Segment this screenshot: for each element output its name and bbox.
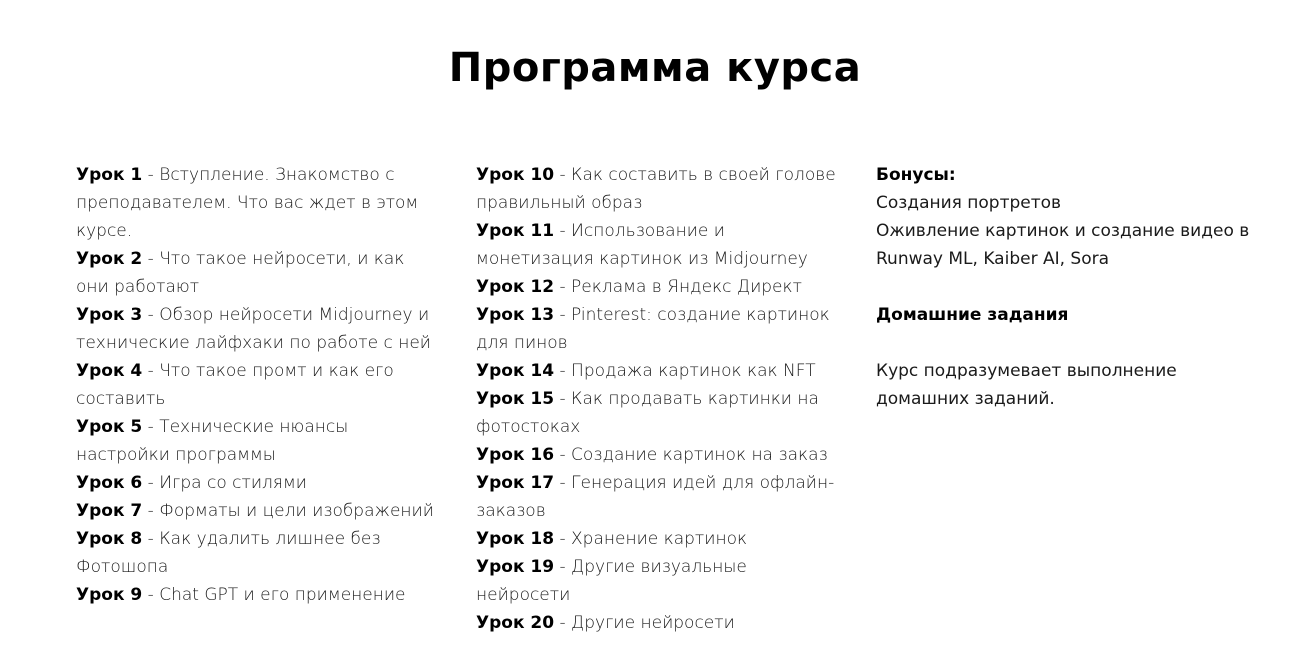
lesson-text: Создание картинок на заказ bbox=[571, 445, 828, 465]
lesson-separator: - bbox=[147, 585, 154, 605]
lesson-item bbox=[476, 273, 846, 301]
lesson-separator: - bbox=[559, 361, 566, 381]
lesson-number: Урок 14 bbox=[476, 361, 555, 381]
lesson-separator: - bbox=[147, 165, 154, 185]
lesson-text: Обзор нейросети Midjourney и технические лайфхаки по работе с ней bbox=[76, 305, 431, 353]
spacer bbox=[876, 273, 1256, 301]
lesson-separator: - bbox=[559, 445, 566, 465]
lesson-item bbox=[76, 245, 436, 301]
lesson-text: Реклама в Яндекс Директ bbox=[571, 277, 802, 297]
bonus-item: Создания портретов bbox=[876, 193, 1062, 213]
bonus-item: Оживление картинок и создание видео в Runway ML, Kaiber AI, Sora bbox=[876, 221, 1250, 269]
lesson-separator: - bbox=[147, 361, 154, 381]
lesson-number: Урок 12 bbox=[476, 277, 555, 297]
lesson-item bbox=[476, 161, 846, 217]
lesson-text: Как продавать картинки на фотостоках bbox=[476, 389, 819, 437]
lesson-separator: - bbox=[147, 473, 154, 493]
lesson-text: Вступление. Знакомство с преподавателем. Что вас ждет в этом курсе. bbox=[76, 165, 419, 241]
lesson-separator: - bbox=[559, 557, 566, 577]
lesson-item bbox=[76, 161, 436, 245]
lesson-number: Урок 17 bbox=[476, 473, 555, 493]
lesson-number: Урок 1 bbox=[76, 165, 143, 185]
page-title: Программа курса bbox=[448, 45, 862, 91]
lesson-separator: - bbox=[559, 221, 566, 241]
lesson-text: Pinterest: создание картинок для пинов bbox=[476, 305, 830, 353]
lesson-text: Как удалить лишнее без Фотошопа bbox=[76, 529, 381, 577]
lesson-item bbox=[76, 581, 436, 609]
lesson-text: Использование и монетизация картинок из Midjourney bbox=[476, 221, 808, 269]
lesson-number: Урок 16 bbox=[476, 445, 555, 465]
lesson-item bbox=[476, 469, 846, 525]
lessons-column-left bbox=[76, 161, 436, 609]
lesson-number: Урок 3 bbox=[76, 305, 143, 325]
lesson-item bbox=[476, 217, 846, 273]
lesson-text: Хранение картинок bbox=[571, 529, 748, 549]
lesson-number: Урок 18 bbox=[476, 529, 555, 549]
lesson-item bbox=[76, 497, 436, 525]
lesson-item bbox=[476, 609, 846, 637]
lesson-text: Форматы и цели изображений bbox=[159, 501, 434, 521]
lesson-number: Урок 4 bbox=[76, 361, 143, 381]
lesson-item bbox=[476, 385, 846, 441]
lesson-number: Урок 7 bbox=[76, 501, 143, 521]
lesson-item bbox=[476, 301, 846, 357]
lesson-separator: - bbox=[559, 473, 566, 493]
lesson-separator: - bbox=[559, 277, 566, 297]
lesson-separator: - bbox=[147, 249, 154, 269]
lesson-separator: - bbox=[559, 529, 566, 549]
lesson-item bbox=[76, 413, 436, 469]
lesson-separator: - bbox=[147, 501, 154, 521]
lesson-text: Как составить в своей голове правильный образ bbox=[476, 165, 836, 213]
lesson-item bbox=[476, 525, 846, 553]
lesson-item bbox=[76, 469, 436, 497]
lesson-number: Урок 9 bbox=[76, 585, 143, 605]
homework-text: Курс подразумевает выполнение домашних заданий. bbox=[876, 361, 1177, 409]
lesson-separator: - bbox=[559, 613, 566, 633]
lesson-item bbox=[476, 441, 846, 469]
lesson-number: Урок 11 bbox=[476, 221, 555, 241]
lesson-text: Продажа картинок как NFT bbox=[571, 361, 816, 381]
lesson-number: Урок 6 bbox=[76, 473, 143, 493]
lesson-number: Урок 13 bbox=[476, 305, 555, 325]
lesson-item bbox=[76, 525, 436, 581]
lesson-separator: - bbox=[559, 389, 566, 409]
lesson-text: Генерация идей для офлайн-заказов bbox=[476, 473, 835, 521]
lesson-text: Другие нейросети bbox=[571, 613, 735, 633]
lesson-number: Урок 8 bbox=[76, 529, 143, 549]
lesson-separator: - bbox=[559, 305, 566, 325]
homework-title: Домашние задания bbox=[876, 305, 1069, 325]
lesson-text: Технические нюансы настройки программы bbox=[76, 417, 349, 465]
lesson-text: Игра со стилями bbox=[159, 473, 307, 493]
lesson-number: Урок 10 bbox=[476, 165, 555, 185]
lesson-separator: - bbox=[147, 529, 154, 549]
lesson-number: Урок 19 bbox=[476, 557, 555, 577]
lesson-text: Что такое промт и как его составить bbox=[76, 361, 394, 409]
lesson-item bbox=[476, 357, 846, 385]
spacer bbox=[876, 329, 1256, 357]
lesson-item bbox=[476, 553, 846, 609]
lesson-text: Chat GPT и его применение bbox=[159, 585, 406, 605]
lesson-separator: - bbox=[147, 417, 154, 437]
lesson-number: Урок 2 bbox=[76, 249, 143, 269]
bonuses-title: Бонусы: bbox=[876, 165, 956, 185]
lesson-number: Урок 5 bbox=[76, 417, 143, 437]
lessons-column-middle bbox=[476, 161, 846, 637]
lesson-item bbox=[76, 301, 436, 357]
lesson-text: Другие визуальные нейросети bbox=[476, 557, 747, 605]
lesson-item bbox=[76, 357, 436, 413]
lesson-separator: - bbox=[559, 165, 566, 185]
bonuses-column bbox=[876, 161, 1256, 413]
lesson-text: Что такое нейросети, и как они работают bbox=[76, 249, 405, 297]
lesson-number: Урок 15 bbox=[476, 389, 555, 409]
lesson-number: Урок 20 bbox=[476, 613, 555, 633]
lesson-separator: - bbox=[147, 305, 154, 325]
